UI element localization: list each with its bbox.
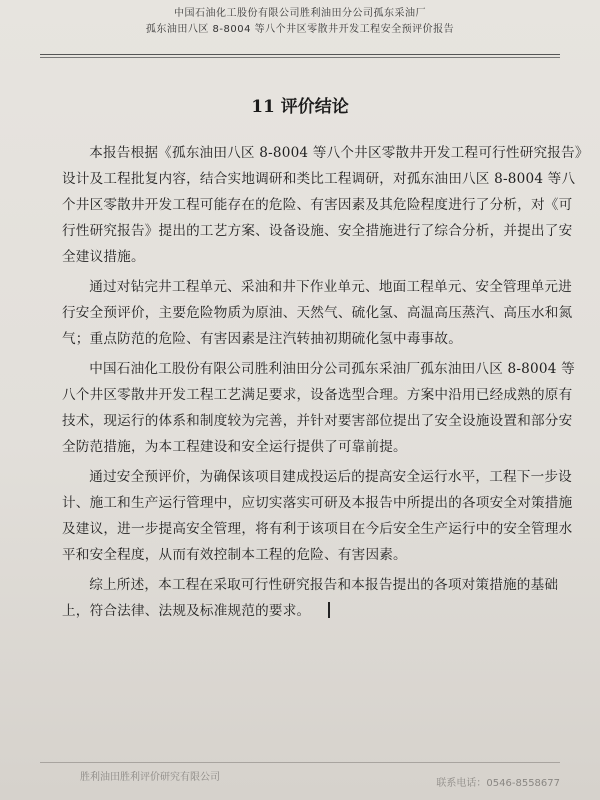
header-company: 中国石油化工股份有限公司胜利油田分公司孤东采油厂 (174, 8, 426, 19)
paragraph-5 (62, 572, 582, 624)
footer-divider (40, 762, 560, 763)
header-divider-secondary (40, 57, 560, 58)
header-report-title: 孤东油田八区 8-8004 等八个井区零散井开发工程安全预评价报告 (145, 24, 455, 35)
paragraph-4: 通过安全预评价，为确保该项目建成投运后的提高安全运行水平，工程下一步设计、施工和生产运行管理中，应切实落实可研及本报告中所提出的各项安全对策措施及建议，进一步提高安全管理，将有利于该项目在今后安全生产运行中的安全管理水平和安全程度，从而有效控制本工程的危险、有害因素。 (62, 469, 573, 563)
paragraph-1: 本报告根据《孤东油田八区 8-8004 等八个井区零散井开发工程可行性研究报告》设计及工程批复内容，结合实地调研和类比工程调研，对孤东油田八区 8-8004 等八个井区零散井开发工程可能存在的危险、有害因素及其危险程度进行了分析，对《可行性研究报告》提出的工艺方案、设备设施、安全措施进行了综合分析，并提出了安全建议措施。 (62, 145, 582, 265)
paragraph-2: 通过对钻完井工程单元、采油和井下作业单元、地面工程单元、安全管理单元进行安全预评价，主要危险物质为原油、天然气、硫化氢、高温高压蒸汽、高压水和氮气；重点防范的危险、有害因素是注汽转抽初期硫化氢中毒事故。 (62, 279, 573, 347)
paragraph-3: 中国石油化工股份有限公司胜利油田分公司孤东采油厂孤东油田八区 8-8004 等八个井区零散井开发工程工艺满足要求，设备选型合理。方案中沿用已经成熟的原有技术，现运行的体系和制度较为完善，并针对要害部位提出了安全设施设置和部分安全防范措施，为本工程建设和安全运行提供了可靠前提。 (62, 361, 575, 455)
paragraph-5-text: 综上所述，本工程在采取可行性研究报告和本报告提出的各项对策措施的基础上，符合法律、法规及标准规范的要求。 (62, 577, 559, 619)
footer-company: 胜利油田胜利评价研究有限公司 (80, 772, 220, 783)
text-cursor (328, 602, 330, 618)
footer-phone: 联系电话：0546-8558677 (436, 778, 560, 789)
header-divider (40, 54, 560, 55)
page-footer (0, 764, 600, 788)
document-body (62, 140, 582, 628)
page-header (0, 6, 600, 38)
section-title: 11 评价结论 (251, 97, 349, 117)
